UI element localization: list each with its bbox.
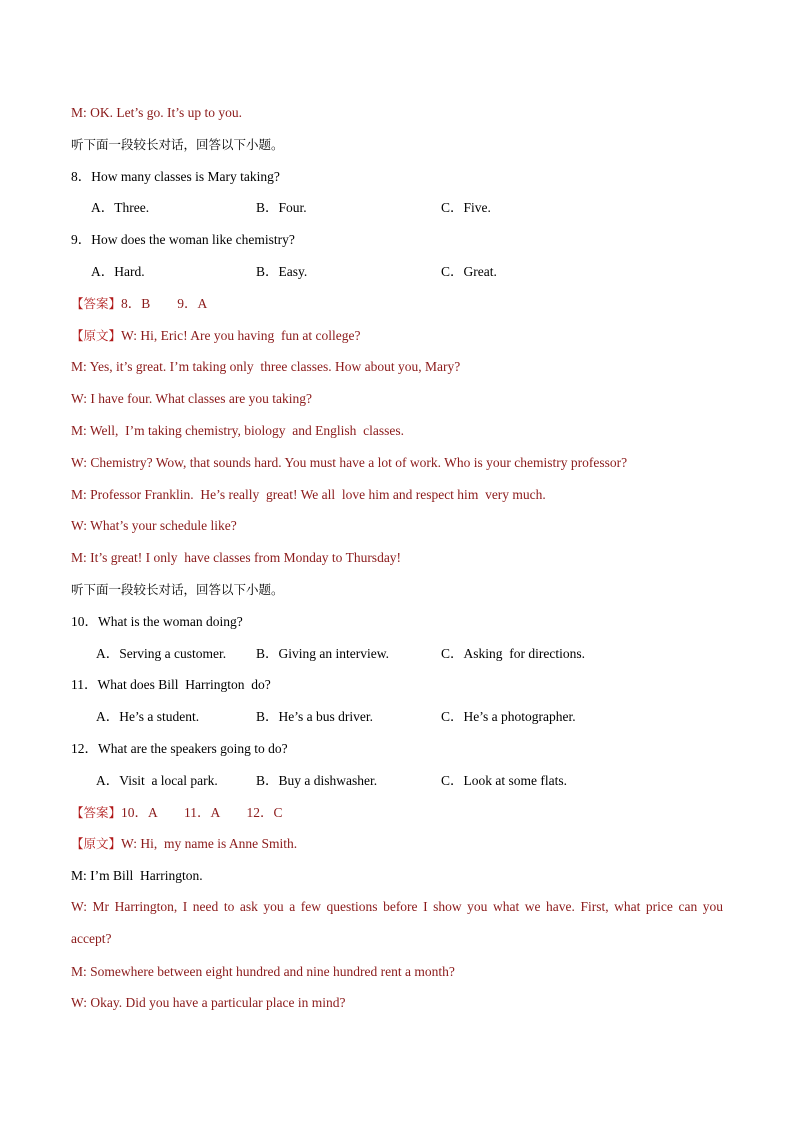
transcript-paragraph: W: Mr Harrington, I need to ask you a few questions before I show you what we have. First, what price can you accept? <box>71 899 723 946</box>
question-8-option-c: C．Five. <box>441 200 491 215</box>
transcript-text: W: Hi, Eric! Are you having fun at college? <box>121 328 361 343</box>
question-10-option-b: B．Giving an interview. <box>256 646 389 661</box>
transcript-first-line <box>71 835 297 853</box>
question-8-option-b: B．Four. <box>256 200 307 215</box>
question-8-option-a: A．Three. <box>91 200 150 215</box>
answer-text: 8．B 9．A <box>121 296 208 311</box>
transcript-label: 【原文】 <box>71 836 122 851</box>
question-9-option-a: A．Hard. <box>91 264 145 279</box>
answer-text: 10．A 11．A 12．C <box>121 805 283 820</box>
transcript-line: M: Professor Franklin. He’s really great! We all love him and respect him very much. <box>71 487 546 502</box>
transcript-line: W: Okay. Did you have a particular place in mind? <box>71 995 346 1010</box>
transcript-line: M: Somewhere between eight hundred and nine hundred rent a month? <box>71 964 455 979</box>
transcript-line: M: I’m Bill Harrington. <box>71 868 203 883</box>
question-10-option-a: A．Serving a customer. <box>96 646 227 661</box>
question-9-stem: 9．How does the woman like chemistry? <box>71 232 295 247</box>
transcript-line: M: Yes, it’s great. I’m taking only three classes. How about you, Mary? <box>71 359 461 374</box>
transcript-first-line <box>71 327 360 345</box>
transcript-label: 【原文】 <box>71 328 122 343</box>
question-9-option-c: C．Great. <box>441 264 497 279</box>
question-11-option-c: C．He’s a photographer. <box>441 709 576 724</box>
answer-line <box>71 804 283 822</box>
question-12-option-c: C．Look at some flats. <box>441 773 567 788</box>
question-11-option-b: B．He’s a bus driver. <box>256 709 373 724</box>
question-10-option-c: C．Asking for directions. <box>441 646 585 661</box>
answer-line <box>71 295 207 313</box>
section-instruction: 听下面一段较长对话，回答以下小题。 <box>71 582 284 597</box>
answer-label: 【答案】 <box>71 805 122 820</box>
question-9-option-b: B．Easy. <box>256 264 308 279</box>
transcript-text: W: Hi, my name is Anne Smith. <box>121 836 298 851</box>
transcript-line: M: OK. Let’s go. It’s up to you. <box>71 105 242 120</box>
transcript-line: W: Chemistry? Wow, that sounds hard. You must have a lot of work. Who is your chemistry professor? <box>71 455 628 470</box>
question-8-stem: 8．How many classes is Mary taking? <box>71 169 280 184</box>
transcript-line: M: Well, I’m taking chemistry, biology and English classes. <box>71 423 404 438</box>
transcript-line: M: It’s great! I only have classes from Monday to Thursday! <box>71 550 402 565</box>
question-11-stem: 11．What does Bill Harrington do? <box>71 677 271 692</box>
question-10-stem: 10．What is the woman doing? <box>71 614 243 629</box>
question-12-option-a: A．Visit a local park. <box>96 773 218 788</box>
question-12-option-b: B．Buy a dishwasher. <box>256 773 378 788</box>
question-11-option-a: A．He’s a student. <box>96 709 200 724</box>
question-12-stem: 12．What are the speakers going to do? <box>71 741 288 756</box>
transcript-line: W: I have four. What classes are you taking? <box>71 391 313 406</box>
section-instruction: 听下面一段较长对话，回答以下小题。 <box>71 137 284 152</box>
answer-label: 【答案】 <box>71 296 122 311</box>
transcript-line: W: What’s your schedule like? <box>71 518 237 533</box>
